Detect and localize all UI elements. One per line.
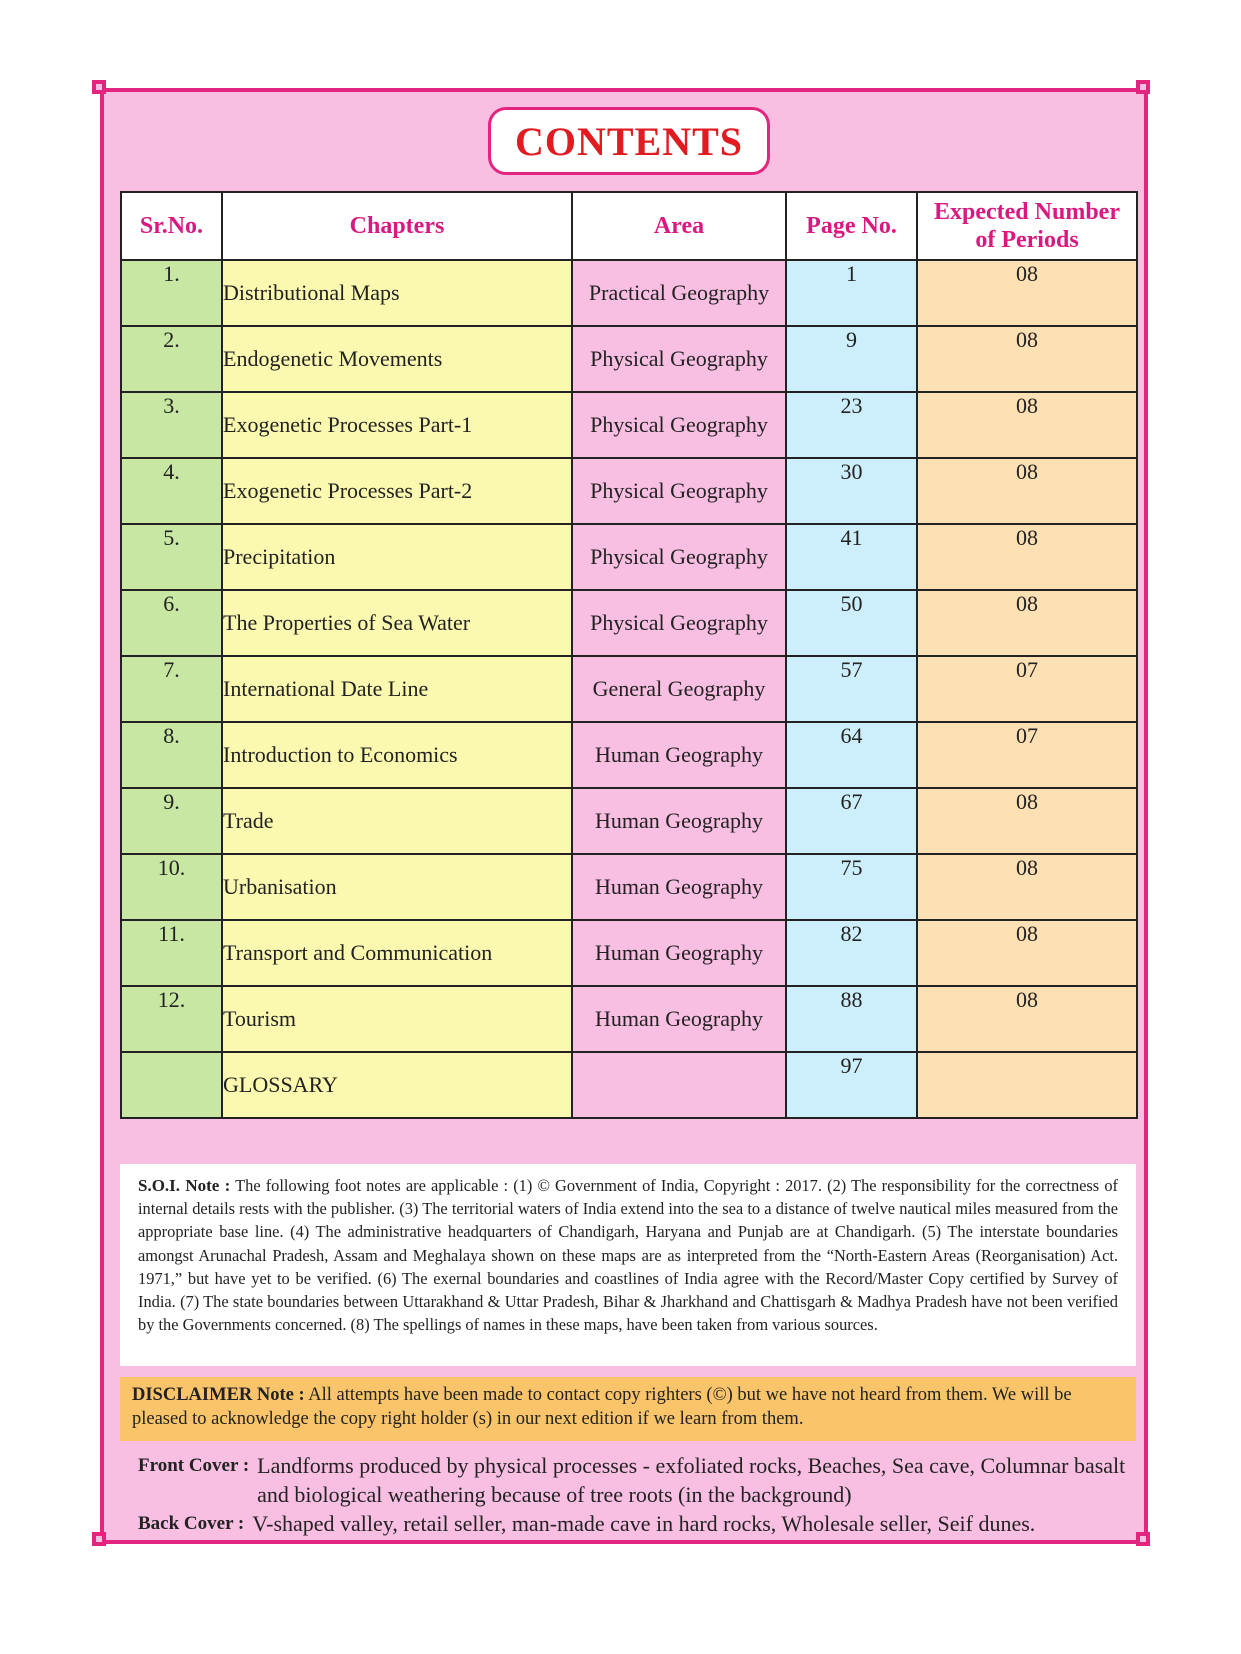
table-row — [121, 590, 1137, 656]
header-page-no: Page No. — [786, 192, 917, 260]
cell-area: Physical Geography — [572, 392, 786, 458]
cell-periods: 08 — [917, 854, 1137, 920]
disclaimer-text: All attempts have been made to contact copy righters (©) but we have not heard from them. We will be pleased to acknowledge the copy right holder (s) in our next edition if we learn from them. — [132, 1385, 1072, 1429]
cell-page-no: 82 — [786, 920, 917, 986]
front-cover-label: Front Cover : — [138, 1455, 250, 1476]
cell-area: Human Geography — [572, 854, 786, 920]
cell-periods: 08 — [917, 788, 1137, 854]
front-cover-text: Landforms produced by physical processes - exfoliated rocks, Beaches, Sea cave, Columnar basalt and biological weathering because of tree roots (in the background) — [257, 1453, 1126, 1507]
cell-sr-no: 5. — [121, 524, 222, 590]
cell-periods: 08 — [917, 326, 1137, 392]
cell-area: Physical Geography — [572, 458, 786, 524]
cell-sr-no: 1. — [121, 260, 222, 326]
soi-note — [120, 1164, 1136, 1366]
cell-page-no: 64 — [786, 722, 917, 788]
table-row — [121, 722, 1137, 788]
cell-periods: 08 — [917, 260, 1137, 326]
cell-chapter: GLOSSARY — [222, 1052, 572, 1118]
cell-chapter: Precipitation — [222, 524, 572, 590]
cell-page-no: 41 — [786, 524, 917, 590]
cell-sr-no: 2. — [121, 326, 222, 392]
cover-credits — [138, 1451, 1138, 1538]
cell-periods: 08 — [917, 920, 1137, 986]
cell-area: Practical Geography — [572, 260, 786, 326]
cell-sr-no: 11. — [121, 920, 222, 986]
cell-chapter: Transport and Communication — [222, 920, 572, 986]
back-cover-row — [138, 1509, 1138, 1538]
header-periods-line1: Expected Number — [934, 199, 1120, 225]
cell-sr-no: 8. — [121, 722, 222, 788]
cell-chapter: Exogenetic Processes Part-1 — [222, 392, 572, 458]
header-area: Area — [572, 192, 786, 260]
cell-periods: 08 — [917, 458, 1137, 524]
cell-page-no: 88 — [786, 986, 917, 1052]
cell-periods: 08 — [917, 986, 1137, 1052]
table-row — [121, 854, 1137, 920]
cell-periods: 08 — [917, 524, 1137, 590]
cell-chapter: Trade — [222, 788, 572, 854]
cell-chapter: The Properties of Sea Water — [222, 590, 572, 656]
corner-ornament-bottom-left — [92, 1532, 106, 1546]
front-cover-row — [138, 1451, 1138, 1509]
corner-ornament-bottom-right — [1136, 1532, 1150, 1546]
table-row — [121, 920, 1137, 986]
table-row — [121, 392, 1137, 458]
cell-page-no: 23 — [786, 392, 917, 458]
table-row — [121, 260, 1137, 326]
cell-periods: 08 — [917, 590, 1137, 656]
cell-chapter: Endogenetic Movements — [222, 326, 572, 392]
cell-page-no: 50 — [786, 590, 917, 656]
cell-area: Physical Geography — [572, 524, 786, 590]
cell-page-no: 1 — [786, 260, 917, 326]
soi-note-label: S.O.I. Note : — [138, 1176, 231, 1195]
cell-sr-no: 12. — [121, 986, 222, 1052]
cell-area: Physical Geography — [572, 590, 786, 656]
table-row — [121, 656, 1137, 722]
table-row — [121, 788, 1137, 854]
cell-chapter: Introduction to Economics — [222, 722, 572, 788]
cell-sr-no: 7. — [121, 656, 222, 722]
cell-area: Human Geography — [572, 986, 786, 1052]
cell-chapter: Exogenetic Processes Part-2 — [222, 458, 572, 524]
cell-chapter: International Date Line — [222, 656, 572, 722]
cell-page-no: 75 — [786, 854, 917, 920]
cell-page-no: 97 — [786, 1052, 917, 1118]
table-row — [121, 986, 1137, 1052]
cell-periods: 08 — [917, 392, 1137, 458]
cell-chapter: Tourism — [222, 986, 572, 1052]
cell-chapter: Distributional Maps — [222, 260, 572, 326]
disclaimer-label: DISCLAIMER Note : — [132, 1385, 305, 1405]
corner-ornament-top-left — [92, 80, 106, 94]
disclaimer-note — [120, 1377, 1136, 1441]
header-sr-no: Sr.No. — [121, 192, 222, 260]
cell-periods: 07 — [917, 656, 1137, 722]
cell-page-no: 57 — [786, 656, 917, 722]
contents-table — [120, 191, 1138, 1119]
page-title: CONTENTS — [514, 118, 744, 164]
table-header-row — [121, 192, 1137, 260]
cell-area: Physical Geography — [572, 326, 786, 392]
cell-sr-no: 4. — [121, 458, 222, 524]
cell-area: Human Geography — [572, 788, 786, 854]
cell-area — [572, 1052, 786, 1118]
cell-sr-no: 6. — [121, 590, 222, 656]
cell-periods: 07 — [917, 722, 1137, 788]
table-row — [121, 458, 1137, 524]
cell-sr-no — [121, 1052, 222, 1118]
header-expected-periods — [917, 192, 1137, 260]
corner-ornament-top-right — [1136, 80, 1150, 94]
cell-periods — [917, 1052, 1137, 1118]
back-cover-text: V-shaped valley, retail seller, man-made cave in hard rocks, Wholesale seller, Seif dunes. — [252, 1511, 1036, 1536]
title-box — [488, 107, 770, 175]
table-row — [121, 524, 1137, 590]
cell-area: Human Geography — [572, 722, 786, 788]
cell-chapter: Urbanisation — [222, 854, 572, 920]
cell-sr-no: 10. — [121, 854, 222, 920]
back-cover-label: Back Cover : — [138, 1513, 245, 1534]
cell-page-no: 67 — [786, 788, 917, 854]
cell-page-no: 9 — [786, 326, 917, 392]
cell-area: General Geography — [572, 656, 786, 722]
table-row-glossary — [121, 1052, 1137, 1118]
table-row — [121, 326, 1137, 392]
cell-page-no: 30 — [786, 458, 917, 524]
soi-note-text: The following foot notes are applicable : (1) © Government of India, Copyright : 2017. (2) The responsibility for the correctness of internal details rests with the publisher. (3) The territorial waters of India extend into the sea to a distance of twelve nautical miles measured from the appropriate base line. (4) The administrative headquarters of Chandigarh, Haryana and Punjab are at Chandigarh. (5) The interstate boundaries amongst Arunachal Pradesh, Assam and Meghalaya shown on these maps are as interpreted from the “North-Eastern Areas (Reorganisation) Act. 1971,” but have yet to be verified. (6) The exernal boundaries and coastlines of India agree with the Record/Master Copy certified by Survey of India. (7) The state boundaries between Uttarakhand & Uttar Pradesh, Bihar & Jharkhand and Chattisgarh & Madhya Pradesh have not been verified by the Governments concerned. (8) The spellings of names in these maps, have been taken from various sources. — [138, 1176, 1118, 1335]
header-periods-line2: of Periods — [975, 227, 1079, 253]
cell-sr-no: 3. — [121, 392, 222, 458]
header-chapters: Chapters — [222, 192, 572, 260]
cell-sr-no: 9. — [121, 788, 222, 854]
cell-area: Human Geography — [572, 920, 786, 986]
